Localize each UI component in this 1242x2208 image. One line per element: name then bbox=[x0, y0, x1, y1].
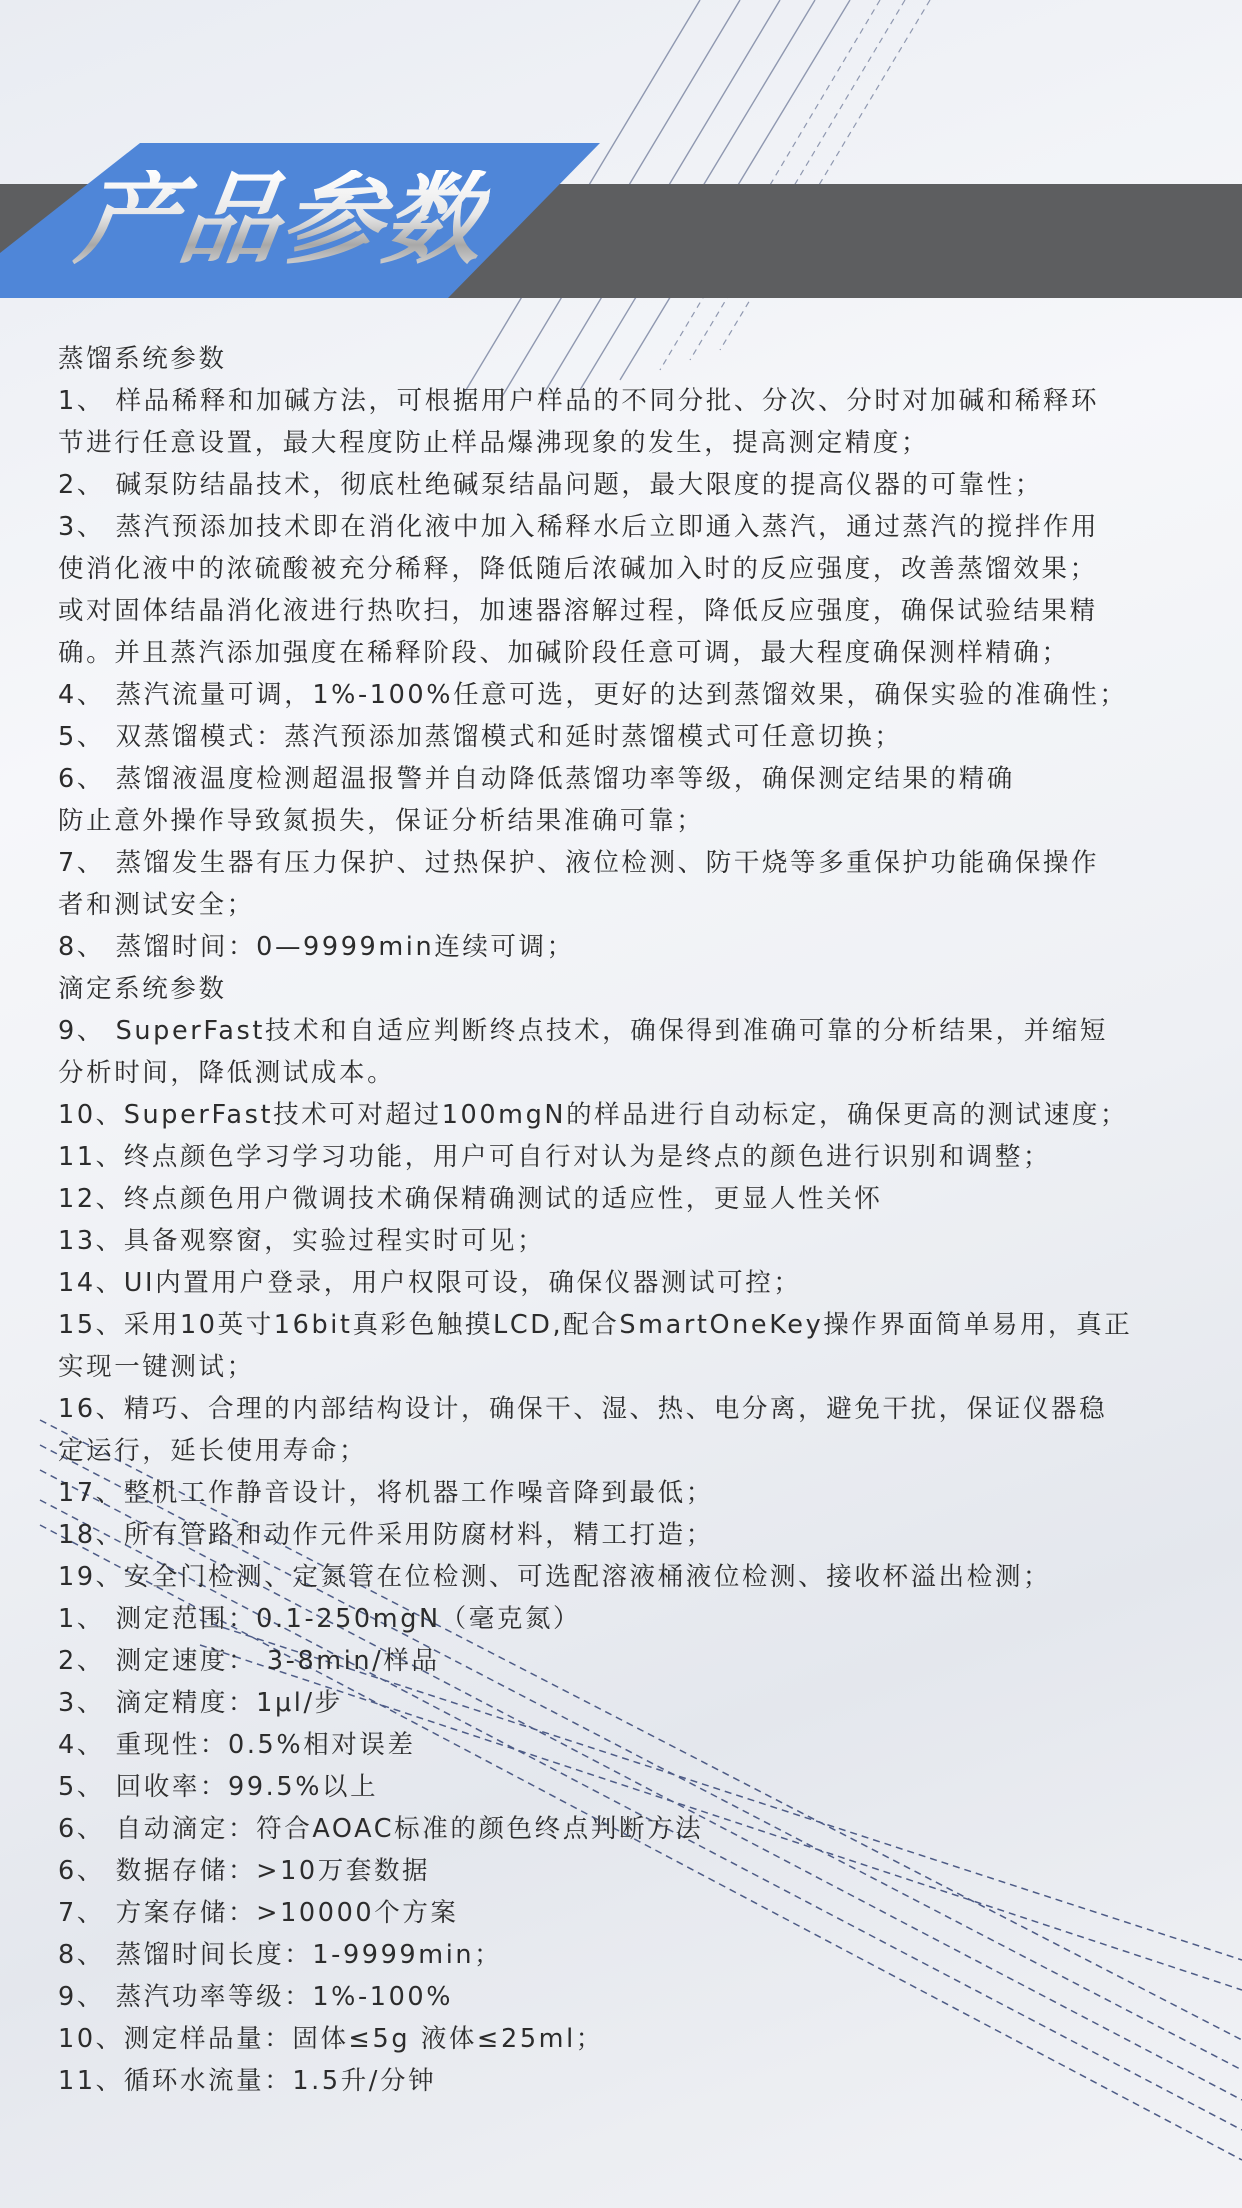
parameter-line: 6、 蒸馏液温度检测超温报警并自动降低蒸馏功率等级，确保测定结果的精确 bbox=[58, 764, 1015, 794]
parameter-line: 7、 蒸馏发生器有压力保护、过热保护、液位检测、防干烧等多重保护功能确保操作 bbox=[58, 848, 1100, 878]
parameter-list bbox=[58, 338, 1193, 2102]
parameter-line: 者和测试安全； bbox=[58, 890, 255, 920]
parameter-line: 4、 重现性：0.5%相对误差 bbox=[58, 1730, 416, 1760]
parameter-line: 8、 蒸馏时间长度：1-9999min； bbox=[58, 1940, 503, 1970]
parameter-line: 9、 蒸汽功率等级：1%-100% bbox=[58, 1982, 454, 2012]
parameter-line: 6、 自动滴定：符合AOAC标准的颜色终点判断方法 bbox=[58, 1814, 704, 1844]
parameter-line: 9、 SuperFast技术和自适应判断终点技术，确保得到准确可靠的分析结果，并缩短 bbox=[58, 1016, 1108, 1046]
parameter-line: 3、 蒸汽预添加技术即在消化液中加入稀释水后立即通入蒸汽，通过蒸汽的搅拌作用 bbox=[58, 512, 1100, 542]
parameter-line: 5、 回收率：99.5%以上 bbox=[58, 1772, 379, 1802]
parameter-line: 5、 双蒸馏模式：蒸汽预添加蒸馏模式和延时蒸馏模式可任意切换； bbox=[58, 722, 903, 752]
parameter-line: 2、 测定速度： 3-8min/样品 bbox=[58, 1646, 440, 1676]
parameter-line: 10、SuperFast技术可对超过100mgN的样品进行自动标定，确保更高的测试速度； bbox=[58, 1100, 1129, 1130]
parameter-line: 8、 蒸馏时间：0—9999min连续可调； bbox=[58, 932, 575, 962]
page-title: 产品参数 bbox=[69, 161, 495, 278]
parameter-line: 4、 蒸汽流量可调，1%-100%任意可选，更好的达到蒸馏效果，确保实验的准确性； bbox=[58, 680, 1128, 710]
parameter-line: 滴定系统参数 bbox=[58, 974, 227, 1004]
parameter-line: 1、 测定范围：0.1-250mgN（毫克氮） bbox=[58, 1604, 582, 1634]
parameter-line: 3、 滴定精度：1μl/步 bbox=[58, 1688, 343, 1718]
parameter-line: 13、具备观察窗，实验过程实时可见； bbox=[58, 1226, 546, 1256]
parameter-line: 节进行任意设置，最大程度防止样品爆沸现象的发生，提高测定精度； bbox=[58, 428, 930, 458]
parameter-line: 17、整机工作静音设计，将机器工作噪音降到最低； bbox=[58, 1478, 714, 1508]
parameter-line: 分析时间，降低测试成本。 bbox=[58, 1058, 396, 1088]
parameter-line: 10、测定样品量：固体≤5g 液体≤25ml； bbox=[58, 2024, 604, 2054]
parameter-line: 使消化液中的浓硫酸被充分稀释，降低随后浓碱加入时的反应强度，改善蒸馏效果； bbox=[58, 554, 1098, 584]
parameter-line: 实现一键测试； bbox=[58, 1352, 255, 1382]
parameter-line: 1、 样品稀释和加碱方法，可根据用户样品的不同分批、分次、分时对加碱和稀释环 bbox=[58, 386, 1100, 416]
parameter-line: 15、采用10英寸16bit真彩色触摸LCD,配合SmartOneKey操作界面简单易用，真正 bbox=[58, 1310, 1133, 1340]
parameter-line: 或对固体结晶消化液进行热吹扫，加速器溶解过程，降低反应强度，确保试验结果精 bbox=[58, 596, 1098, 626]
parameter-line: 16、精巧、合理的内部结构设计，确保干、湿、热、电分离，避免干扰，保证仪器稳 bbox=[58, 1394, 1108, 1424]
parameter-line: 11、终点颜色学习学习功能，用户可自行对认为是终点的颜色进行识别和调整； bbox=[58, 1142, 1052, 1172]
parameter-line: 定运行，延长使用寿命； bbox=[58, 1436, 368, 1466]
parameter-line: 确。并且蒸汽添加强度在稀释阶段、加碱阶段任意可调，最大程度确保测样精确； bbox=[58, 638, 1070, 668]
parameter-line: 19、安全门检测、定氮管在位检测、可选配溶液桶液位检测、接收杯溢出检测； bbox=[58, 1562, 1052, 1592]
parameter-line: 防止意外操作导致氮损失，保证分析结果准确可靠； bbox=[58, 806, 705, 836]
parameter-line: 11、循环水流量：1.5升/分钟 bbox=[58, 2066, 437, 2096]
parameter-line: 18、所有管路和动作元件采用防腐材料，精工打造； bbox=[58, 1520, 714, 1550]
parameter-line: 7、 方案存储：>10000个方案 bbox=[58, 1898, 459, 1928]
parameter-line: 14、UI内置用户登录，用户权限可设，确保仪器测试可控； bbox=[58, 1268, 802, 1298]
parameter-line: 12、终点颜色用户微调技术确保精确测试的适应性，更显人性关怀 bbox=[58, 1184, 883, 1214]
parameter-line: 蒸馏系统参数 bbox=[58, 344, 227, 374]
parameter-line: 6、 数据存储：>10万套数据 bbox=[58, 1856, 431, 1886]
parameter-line: 2、 碱泵防结晶技术，彻底杜绝碱泵结晶问题，最大限度的提高仪器的可靠性； bbox=[58, 470, 1043, 500]
